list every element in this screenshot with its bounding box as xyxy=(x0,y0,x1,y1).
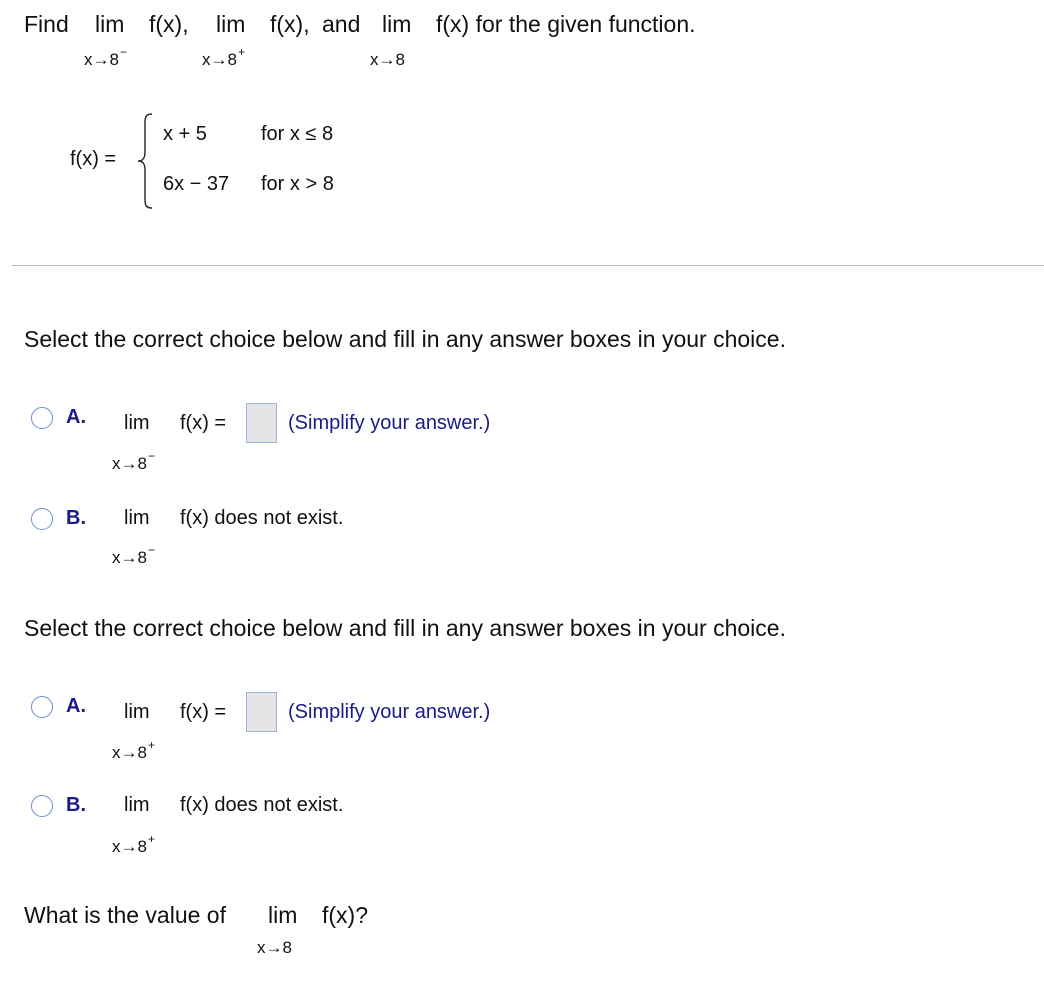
lim-right-text: lim xyxy=(216,11,246,37)
part1-choice-b-letter: B. xyxy=(66,507,86,529)
section-divider xyxy=(12,265,1044,266)
function-label: f(x) = xyxy=(70,148,117,170)
part1-choice-a-minus: − xyxy=(147,449,155,463)
part1-choice-b-approach: x→8 xyxy=(112,548,147,567)
part1-choice-b-subscript xyxy=(112,543,155,569)
part1-choice-b-radio[interactable] xyxy=(31,508,53,530)
piece1-condition: for x ≤ 8 xyxy=(261,123,334,145)
part2-choice-a-fx: f(x) = xyxy=(180,701,227,723)
part3-fx: f(x)? xyxy=(322,902,368,928)
part3-lim: lim xyxy=(268,902,298,928)
part2-choice-a-approach: x→8 xyxy=(112,743,147,762)
prompt-find-text: Find xyxy=(24,11,69,37)
part1-choice-a-fx: f(x) = xyxy=(180,412,227,434)
fx-left-text: f(x), xyxy=(149,11,189,37)
part1-choice-b-lim: lim xyxy=(124,507,150,529)
lim-both-subscript: x→8 xyxy=(370,50,405,69)
lim-left-subscript xyxy=(84,45,127,71)
part2-choice-a-plus: + xyxy=(147,738,155,752)
part2-choice-a-letter: A. xyxy=(66,695,86,717)
lim-left-approach: x→8 xyxy=(84,50,119,69)
part2-choice-a-hint: (Simplify your answer.) xyxy=(288,701,491,723)
piece2-condition: for x > 8 xyxy=(261,173,334,195)
part2-choice-a-lim: lim xyxy=(124,701,150,723)
part1-choice-a-lim: lim xyxy=(124,412,150,434)
part3-prompt: What is the value of xyxy=(24,902,226,928)
left-brace-icon xyxy=(136,112,154,210)
part2-choice-a-radio[interactable] xyxy=(31,696,53,718)
part2-choice-b-subscript xyxy=(112,832,155,858)
part1-choice-a-subscript xyxy=(112,449,155,475)
lim-left-minus: − xyxy=(119,45,127,59)
lim-right-subscript xyxy=(202,45,245,71)
lim-right-plus: + xyxy=(237,45,245,59)
part1-choice-a-letter: A. xyxy=(66,406,86,428)
piece2-expression: 6x − 37 xyxy=(163,173,230,195)
lim-right-approach: x→8 xyxy=(202,50,237,69)
fx-right-text: f(x), xyxy=(270,11,310,37)
part2-answer-input[interactable] xyxy=(246,692,277,732)
part2-choice-b-radio[interactable] xyxy=(31,795,53,817)
part2-choice-b-lim: lim xyxy=(124,794,150,816)
part1-choice-a-approach: x→8 xyxy=(112,454,147,473)
part1-choice-a-radio[interactable] xyxy=(31,407,53,429)
part2-choice-b-letter: B. xyxy=(66,794,86,816)
lim-left-text: lim xyxy=(95,11,125,37)
part2-choice-b-plus: + xyxy=(147,832,155,846)
part1-answer-input[interactable] xyxy=(246,403,277,443)
piece1-expression: x + 5 xyxy=(163,123,207,145)
part2-choice-a-subscript xyxy=(112,738,155,764)
part1-choice-b-text: f(x) does not exist. xyxy=(180,507,344,529)
part3-subscript: x→8 xyxy=(257,938,292,957)
and-text: and xyxy=(322,11,361,37)
part1-instruction: Select the correct choice below and fill in any answer boxes in your choice. xyxy=(24,326,786,352)
prompt-tail-text: f(x) for the given function. xyxy=(436,11,696,37)
part2-choice-b-approach: x→8 xyxy=(112,837,147,856)
part1-choice-a-hint: (Simplify your answer.) xyxy=(288,412,491,434)
part1-choice-b-minus: − xyxy=(147,543,155,557)
part2-choice-b-text: f(x) does not exist. xyxy=(180,794,344,816)
part2-instruction: Select the correct choice below and fill in any answer boxes in your choice. xyxy=(24,615,786,641)
lim-both-text: lim xyxy=(382,11,412,37)
